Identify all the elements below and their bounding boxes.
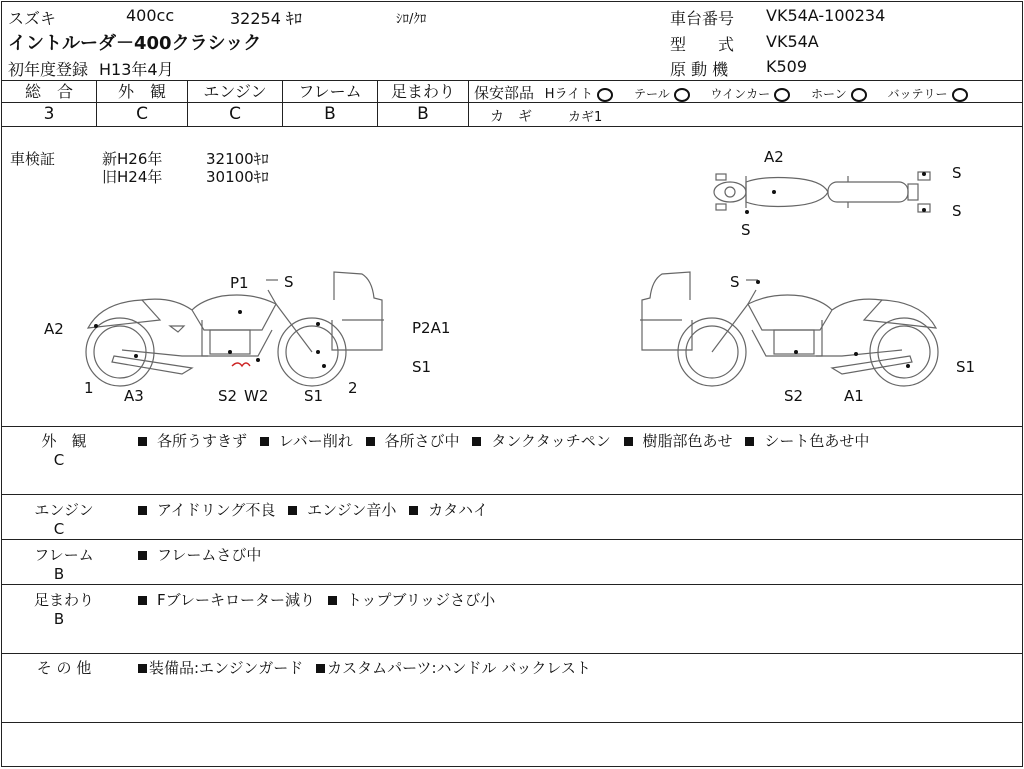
key-value: カギ1 [568, 110, 603, 125]
grade-engine-label: エンジン [188, 82, 282, 103]
safety-item-battery: バッテリー [887, 87, 967, 101]
grade-overall-label: 総 合 [2, 82, 96, 103]
category-exterior-name: 外 観 [41, 432, 87, 450]
list-item: タンクタッチペン [472, 432, 610, 450]
key-label: カ ギ [490, 109, 532, 125]
grade-suspension-label: 足まわり [378, 82, 468, 103]
motorcycle-top-view [702, 162, 952, 222]
mark-left-p2a1: P2A1 [412, 319, 451, 337]
bullet-square-icon [409, 506, 418, 515]
first-registration-label: 初年度登録 [8, 60, 89, 79]
mark-left-a3: A3 [124, 387, 144, 405]
bullet-square-icon [288, 506, 297, 515]
list-item: 各所さび中 [366, 432, 460, 450]
grade-overall-value: 3 [43, 104, 55, 124]
mark-left-s1-bottom: S1 [304, 387, 324, 405]
bullet-square-icon [472, 437, 481, 446]
ok-circle-icon [674, 88, 690, 102]
ok-circle-icon [597, 88, 613, 102]
first-registration-value: H13年4月 [99, 60, 174, 79]
grade-suspension-value: B [417, 104, 429, 124]
motorcycle-right-side-view [622, 270, 962, 390]
list-item: 樹脂部色あせ [624, 432, 733, 450]
bullet-square-icon [138, 506, 147, 515]
category-frame-items [138, 544, 269, 565]
inspection-new-label: 新H26年 [102, 150, 163, 168]
list-item: トップブリッジさび小 [328, 591, 495, 609]
inspection-old-value: 30100ｷﾛ [206, 168, 269, 186]
displacement: 400cc [126, 6, 175, 25]
inspection-old-label: 旧H24年 [102, 168, 163, 186]
model-name: イントルーダ－400クラシック [8, 33, 262, 54]
bullet-square-icon [624, 437, 633, 446]
category-engine-name: エンジン [34, 501, 94, 519]
bullet-square-icon [745, 437, 754, 446]
inspection-new-value: 32100ｷﾛ [206, 150, 269, 168]
inspection-sheet [1, 1, 1023, 767]
list-item: カスタムパーツ:ハンドル バックレスト [316, 659, 591, 677]
frame-number: VK54A-100234 [766, 6, 886, 25]
category-frame-name: フレーム [34, 546, 94, 564]
model-type: VK54A [766, 32, 819, 51]
color: ｼﾛ/ｸﾛ [396, 12, 427, 27]
list-item: エンジン音小 [288, 501, 396, 519]
engine-model-label: 原 動 機 [670, 60, 729, 79]
safety-item-horn: ホーン [811, 87, 867, 101]
category-suspension-items [138, 589, 503, 610]
category-frame-grade: B [53, 565, 65, 583]
grade-suspension [378, 82, 468, 126]
bullet-square-icon [260, 437, 269, 446]
category-other-items [138, 657, 599, 678]
grade-exterior [97, 82, 187, 126]
frame-number-label: 車台番号 [670, 9, 735, 28]
bullet-square-icon [138, 664, 147, 673]
list-item: 装備品:エンジンガード [138, 659, 303, 677]
mark-left-p1: P1 [230, 274, 249, 292]
mark-top-s-2: S [952, 202, 962, 220]
safety-parts-label: 保安部品 [474, 84, 535, 102]
grade-exterior-value: C [136, 104, 148, 124]
divider [2, 80, 1022, 81]
category-suspension-grade: B [53, 610, 65, 628]
category-exterior-items [138, 430, 877, 451]
list-item: Fブレーキローター減り [138, 591, 315, 609]
bullet-square-icon [366, 437, 375, 446]
grade-engine-value: C [229, 104, 241, 124]
mark-top-s-1: S [952, 164, 962, 182]
mileage: 32254 ｷﾛ [230, 9, 302, 28]
mark-left-s: S [284, 273, 294, 291]
engine-model: K509 [766, 57, 808, 76]
list-item: フレームさび中 [138, 546, 261, 564]
mark-right-s: S [730, 273, 740, 291]
mark-left-w2: W2 [244, 387, 269, 405]
list-item: カタハイ [409, 501, 488, 519]
category-exterior-grade: C [53, 451, 65, 469]
list-item: 各所うすきず [138, 432, 247, 450]
bullet-square-icon [138, 551, 147, 560]
maker: スズキ [8, 9, 57, 28]
inspection-label: 車検証 [10, 150, 56, 168]
list-item: シート色あせ中 [745, 432, 869, 450]
category-suspension-name: 足まわり [33, 591, 94, 609]
grade-frame-value: B [324, 104, 336, 124]
mark-top-s-3: S [741, 221, 751, 239]
bullet-square-icon [138, 437, 147, 446]
grade-exterior-label: 外 観 [97, 82, 187, 103]
category-engine-grade: C [53, 520, 65, 538]
safety-item-tail: テール [634, 87, 690, 101]
grade-frame [283, 82, 377, 126]
grade-engine [188, 82, 282, 126]
mark-left-2: 2 [348, 379, 358, 397]
list-item: レバー削れ [260, 432, 353, 450]
list-item: アイドリング不良 [138, 501, 275, 519]
mark-left-s1-right: S1 [412, 358, 432, 376]
mark-top-a2: A2 [764, 148, 784, 166]
grade-overall [2, 82, 96, 126]
bullet-square-icon [138, 596, 147, 605]
safety-parts-row [474, 82, 968, 103]
mark-right-s1: S1 [956, 358, 976, 376]
mark-left-1: 1 [84, 379, 94, 397]
model-type-label: 型 式 [670, 35, 735, 54]
bullet-square-icon [328, 596, 337, 605]
safety-item-winker: ウインカー [711, 87, 791, 101]
safety-item-headlight: Hライト [545, 87, 613, 102]
category-other-name: そ の 他 [36, 659, 92, 677]
ok-circle-icon [851, 88, 867, 102]
mark-right-a1: A1 [844, 387, 864, 405]
grade-frame-label: フレーム [283, 82, 377, 103]
mark-left-s2: S2 [218, 387, 238, 405]
ok-circle-icon [952, 88, 968, 102]
mark-left-a2: A2 [44, 320, 64, 338]
category-engine-items [138, 499, 496, 520]
bullet-square-icon [316, 664, 325, 673]
ok-circle-icon [774, 88, 790, 102]
mark-right-s2: S2 [784, 387, 804, 405]
